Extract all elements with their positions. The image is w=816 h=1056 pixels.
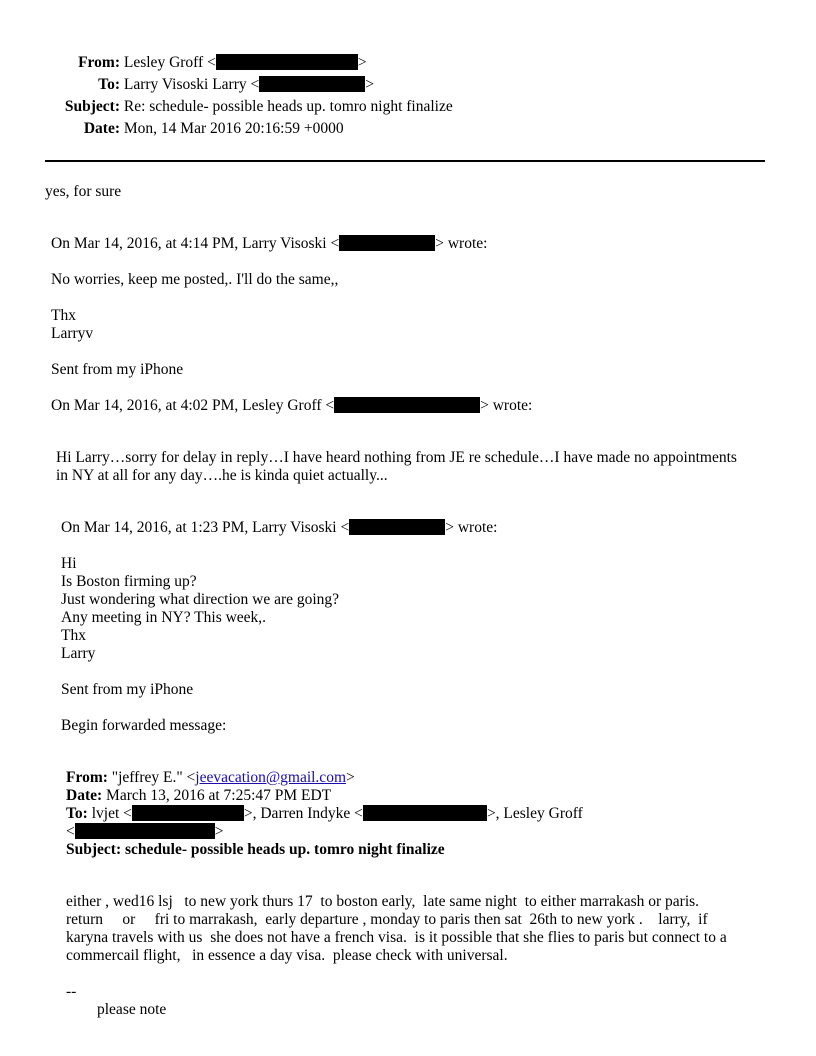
quote2-attribution: On Mar 14, 2016, at 4:02 PM, Lesley Groff < > wrote: [51, 397, 533, 414]
header-date-row [60, 120, 344, 138]
quote2-line: Hi Larry…sorry for delay in reply…I have heard nothing from JE re schedule…I have made no appointments [56, 449, 737, 466]
fwd-body-line: return or fri to marrakash, early departure , monday to paris then sat 26th to new york . larry, if [66, 911, 708, 928]
fwd-from-label: From: [66, 769, 108, 786]
redacted-email [75, 823, 215, 839]
redacted-email [334, 397, 480, 413]
fwd-body-line: karyna travels with us she does not have a french visa. is it possible that she flies to paris but connect to a [66, 929, 727, 946]
fwd-date: March 13, 2016 at 7:25:47 PM EDT [106, 787, 332, 804]
fwd-subject-label: Subject: [66, 841, 122, 858]
header-subject-row [60, 98, 453, 116]
fwd-signature-note: please note [97, 1001, 167, 1018]
quote3-line: Larry [61, 645, 96, 662]
fwd-subject-row [66, 841, 445, 859]
header-from-name: Lesley Groff [123, 54, 204, 71]
fwd-date-row [66, 787, 331, 805]
fwd-signature-dash: -- [66, 983, 77, 1000]
quote1-line: No worries, keep me posted,. I'll do the same,, [51, 271, 339, 288]
fwd-subject: schedule- possible heads up. tomro night finalize [124, 841, 445, 858]
fwd-from-email-link[interactable]: jeevacation@gmail.com [195, 769, 346, 786]
header-from-label: From: [78, 54, 120, 71]
quote3-forwarded-label: Begin forwarded message: [61, 717, 227, 734]
redacted-email [259, 76, 365, 92]
header-subject: Re: schedule- possible heads up. tomro night finalize [123, 98, 453, 115]
redacted-email [363, 805, 487, 821]
fwd-to-row: To: lvjet < >, Darren Indyke < >, Lesley Groff [66, 805, 583, 822]
fwd-date-label: Date: [66, 787, 103, 804]
quote1-sent-from: Sent from my iPhone [51, 361, 184, 378]
quote1-attribution: On Mar 14, 2016, at 4:14 PM, Larry Visoski < > wrote: [51, 235, 488, 252]
header-divider [45, 160, 765, 162]
quote1-signature: Larryv [51, 325, 94, 342]
quote3-sent-from: Sent from my iPhone [61, 681, 194, 698]
quote2-line: in NY at all for any day….he is kinda quiet actually... [56, 467, 388, 484]
header-to-row: To: Larry Visoski Larry < > [60, 76, 374, 94]
quote3-line: Is Boston firming up? [61, 573, 197, 590]
header-to-name: Larry Visoski Larry [123, 76, 247, 93]
fwd-from-row: From: "jeffrey E." <jeevacation@gmail.com> [66, 769, 355, 786]
fwd-to-row-cont: < > [66, 823, 224, 840]
quote3-line: Thx [61, 627, 86, 644]
quote3-line: Any meeting in NY? This week,. [61, 609, 267, 626]
header-date: Mon, 14 Mar 2016 20:16:59 +0000 [123, 120, 344, 137]
header-from-row: From: Lesley Groff < > [60, 54, 367, 72]
redacted-email [339, 235, 435, 251]
reply-body: yes, for sure [45, 183, 122, 200]
redacted-email [349, 519, 445, 535]
quote3-attribution: On Mar 14, 2016, at 1:23 PM, Larry Visoski < > wrote: [61, 519, 498, 536]
header-date-label: Date: [83, 120, 120, 137]
quote3-line: Just wondering what direction we are going? [61, 591, 340, 608]
redacted-email [216, 54, 358, 70]
fwd-body-line: either , wed16 lsj to new york thurs 17 to boston early, late same night to either marrakash or paris. [66, 893, 700, 910]
fwd-body-line: commercail flight, in essence a day visa. please check with universal. [66, 947, 508, 964]
quote3-line: Hi [61, 555, 77, 572]
fwd-to-label: To: [66, 805, 88, 822]
fwd-from-name: "jeffrey E." < [111, 769, 196, 786]
header-to-label: To: [98, 76, 120, 93]
quote1-thx: Thx [51, 307, 76, 324]
header-subject-label: Subject: [64, 98, 120, 115]
redacted-email [132, 805, 244, 821]
